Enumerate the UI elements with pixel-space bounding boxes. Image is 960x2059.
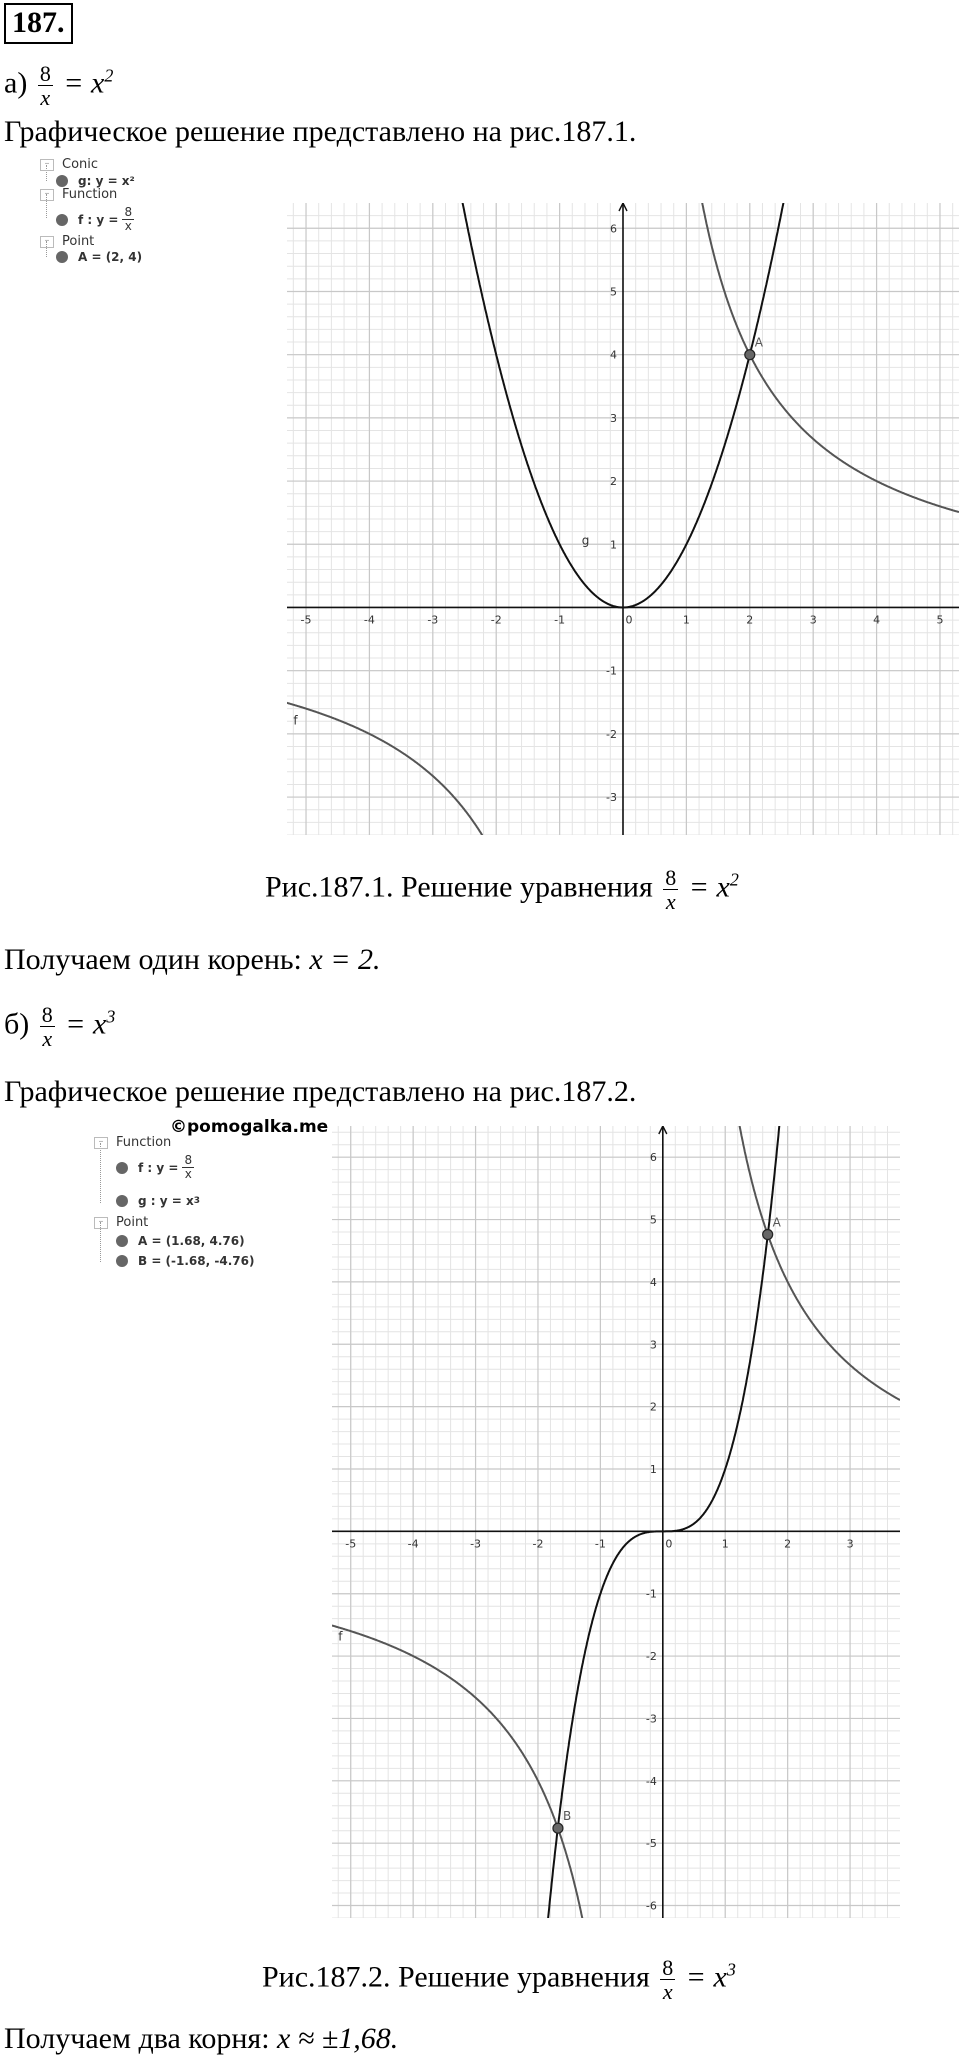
y-tick-label: 4 bbox=[649, 1275, 657, 1289]
x-tick-label: 1 bbox=[721, 1537, 729, 1551]
caption-text: Рис.187.2. Решение уравнения bbox=[262, 1960, 650, 1994]
caption-rhs: = x bbox=[688, 870, 730, 904]
curve-f bbox=[722, 1126, 900, 1400]
part-b-intro: Графическое решение представлено на рис.187.2. bbox=[4, 1075, 637, 1108]
curve-f bbox=[287, 703, 532, 835]
legend-fraction bbox=[122, 206, 134, 233]
y-tick-label: 3 bbox=[610, 411, 617, 425]
y-tick-label: -1 bbox=[606, 664, 617, 678]
legend-item-a[interactable] bbox=[116, 1234, 245, 1248]
curve-f bbox=[332, 1626, 602, 1919]
x-tick-label: -3 bbox=[470, 1537, 482, 1551]
legend-group-point[interactable] bbox=[94, 1215, 148, 1230]
legend-group-label: Conic bbox=[62, 157, 99, 172]
part-b-equation bbox=[4, 1003, 115, 1050]
fraction-numerator: 8 bbox=[184, 1153, 193, 1167]
collapse-icon[interactable]: – bbox=[94, 1217, 108, 1229]
fraction-denominator: x bbox=[124, 219, 132, 234]
caption-rhs: = x bbox=[685, 1960, 727, 1994]
graph-187-1[interactable] bbox=[287, 203, 959, 835]
visibility-dot-icon[interactable] bbox=[116, 1235, 128, 1247]
x-tick-label: -5 bbox=[300, 613, 312, 627]
x-tick-label: 4 bbox=[873, 613, 881, 627]
legend-group-function[interactable] bbox=[94, 1135, 171, 1150]
legend-item-f[interactable] bbox=[56, 206, 134, 233]
legend-item-g[interactable] bbox=[116, 1194, 200, 1208]
visibility-dot-icon[interactable] bbox=[56, 251, 68, 263]
legend-item-g[interactable] bbox=[56, 174, 135, 188]
collapse-icon[interactable]: – bbox=[40, 236, 54, 248]
y-tick-label: -4 bbox=[645, 1774, 657, 1788]
visibility-dot-icon[interactable] bbox=[116, 1162, 128, 1174]
legend-item-b[interactable] bbox=[116, 1254, 254, 1268]
equation-rhs: = x bbox=[65, 1007, 107, 1041]
y-tick-label: 1 bbox=[610, 538, 617, 552]
y-tick-label: -6 bbox=[645, 1899, 657, 1913]
x-tick-label: 2 bbox=[784, 1537, 792, 1551]
legend-group-function[interactable] bbox=[40, 187, 117, 202]
equation-exponent: 3 bbox=[106, 1006, 116, 1027]
legend-item-a[interactable] bbox=[56, 250, 142, 264]
point-A bbox=[745, 350, 755, 360]
x-tick-label: 0 bbox=[665, 1537, 673, 1551]
x-tick-label: -3 bbox=[427, 613, 439, 627]
figure-caption-1 bbox=[265, 866, 739, 913]
curve-name-label: f bbox=[338, 1629, 343, 1644]
figure-caption-2 bbox=[262, 1956, 736, 2003]
caption-fraction bbox=[663, 866, 678, 913]
legend-group-point[interactable] bbox=[40, 234, 94, 249]
caption-fraction bbox=[660, 1956, 675, 2003]
y-tick-label: -1 bbox=[645, 1587, 657, 1601]
collapse-icon[interactable]: – bbox=[40, 159, 54, 171]
y-tick-label: -3 bbox=[606, 791, 617, 805]
legend-item-label: A = (2, 4) bbox=[78, 250, 143, 264]
x-tick-label: -1 bbox=[594, 1537, 606, 1551]
y-tick-label: -3 bbox=[645, 1712, 657, 1726]
caption-exponent: 2 bbox=[729, 869, 739, 890]
x-tick-label: -5 bbox=[345, 1537, 357, 1551]
y-tick-label: 2 bbox=[649, 1400, 657, 1414]
fraction-numerator: 8 bbox=[39, 61, 51, 86]
answer-text: Получаем два корня: bbox=[4, 2022, 278, 2055]
visibility-dot-icon[interactable] bbox=[56, 175, 68, 187]
part-a-equation bbox=[4, 62, 113, 109]
y-tick-label: -2 bbox=[606, 727, 617, 741]
fraction-numerator: 8 bbox=[41, 1002, 53, 1027]
x-tick-label: 3 bbox=[809, 613, 817, 627]
legend-item-label: g: y = x² bbox=[78, 174, 135, 188]
x-tick-label: -2 bbox=[490, 613, 502, 627]
fraction-denominator: x bbox=[42, 1026, 53, 1052]
point-label: A bbox=[754, 335, 764, 350]
x-tick-label: 3 bbox=[846, 1537, 854, 1551]
fraction-numerator: 8 bbox=[665, 865, 677, 890]
point-label: A bbox=[772, 1215, 781, 1230]
graph-187-2[interactable] bbox=[332, 1126, 900, 1918]
x-tick-label: -1 bbox=[554, 613, 566, 627]
answer-text: Получаем один корень: bbox=[4, 943, 310, 976]
visibility-dot-icon[interactable] bbox=[116, 1255, 128, 1267]
answer-math: x ≈ ±1,68. bbox=[277, 2022, 399, 2055]
part-a-intro: Графическое решение представлено на рис.187.1. bbox=[4, 115, 637, 148]
y-tick-label: 3 bbox=[649, 1338, 657, 1352]
y-tick-label: 5 bbox=[649, 1213, 657, 1227]
part-b-label: б) bbox=[4, 1007, 30, 1041]
fraction-denominator: x bbox=[665, 889, 676, 915]
caption-text: Рис.187.1. Решение уравнения bbox=[265, 870, 653, 904]
legend-item-label: B = (-1.68, -4.76) bbox=[138, 1254, 255, 1268]
x-tick-label: 0 bbox=[625, 613, 633, 627]
legend-item-label: f : y = bbox=[78, 212, 119, 227]
collapse-icon[interactable]: – bbox=[94, 1137, 108, 1149]
fraction-denominator: x bbox=[40, 85, 51, 111]
y-tick-label: -2 bbox=[645, 1650, 657, 1664]
fraction-denominator: x bbox=[184, 1167, 192, 1182]
legend-item-label: A = (1.68, 4.76) bbox=[138, 1234, 245, 1248]
part-b-answer bbox=[4, 2024, 398, 2054]
part-a-answer bbox=[4, 945, 380, 975]
visibility-dot-icon[interactable] bbox=[116, 1195, 128, 1207]
legend-group-label: Point bbox=[116, 1215, 149, 1230]
y-tick-label: 2 bbox=[610, 475, 617, 489]
equation-exponent: 2 bbox=[104, 65, 114, 86]
collapse-icon[interactable]: – bbox=[40, 189, 54, 201]
x-tick-label: -4 bbox=[407, 1537, 419, 1551]
legend-item-f[interactable] bbox=[116, 1154, 194, 1181]
curve-name-label: g bbox=[581, 533, 590, 548]
visibility-dot-icon[interactable] bbox=[56, 214, 68, 226]
legend-group-label: Function bbox=[62, 187, 118, 202]
legend-group-label: Point bbox=[62, 234, 95, 249]
legend-exponent: 3 bbox=[193, 1196, 200, 1206]
part-a-fraction bbox=[38, 62, 53, 109]
x-tick-label: 1 bbox=[682, 613, 690, 627]
fraction-numerator: 8 bbox=[124, 205, 133, 219]
part-a-label: а) bbox=[4, 66, 28, 100]
point-label: B bbox=[562, 1809, 572, 1824]
legend-group-label: Function bbox=[116, 1135, 172, 1150]
x-tick-label: 5 bbox=[936, 613, 944, 627]
x-tick-label: -2 bbox=[532, 1537, 544, 1551]
legend-item-label: f : y = bbox=[138, 1160, 179, 1175]
point-B bbox=[553, 1823, 563, 1833]
y-tick-label: 4 bbox=[610, 348, 617, 362]
legend-fraction bbox=[182, 1154, 194, 1181]
problem-number: 187. bbox=[4, 3, 73, 44]
caption-exponent: 3 bbox=[726, 1959, 736, 1980]
answer-math: x = 2. bbox=[309, 943, 381, 976]
equation-rhs: = x bbox=[63, 66, 105, 100]
watermark: ©pomogalka.me bbox=[170, 1117, 329, 1137]
y-tick-label: 6 bbox=[610, 222, 617, 236]
part-b-fraction bbox=[40, 1003, 55, 1050]
y-tick-label: 6 bbox=[649, 1151, 657, 1165]
legend-panel-1 bbox=[40, 152, 240, 282]
y-tick-label: 5 bbox=[610, 285, 617, 299]
y-tick-label: 1 bbox=[649, 1462, 657, 1476]
legend-item-label: g : y = x bbox=[138, 1194, 194, 1208]
x-tick-label: -4 bbox=[363, 613, 375, 627]
legend-group-conic[interactable] bbox=[40, 157, 98, 172]
y-tick-label: -5 bbox=[645, 1837, 657, 1851]
legend-panel-2 bbox=[94, 1130, 334, 1280]
fraction-denominator: x bbox=[662, 1979, 673, 2005]
fraction-numerator: 8 bbox=[662, 1955, 674, 1980]
x-tick-label: 2 bbox=[746, 613, 754, 627]
point-A bbox=[763, 1230, 773, 1240]
curve-name-label: f bbox=[293, 713, 298, 728]
